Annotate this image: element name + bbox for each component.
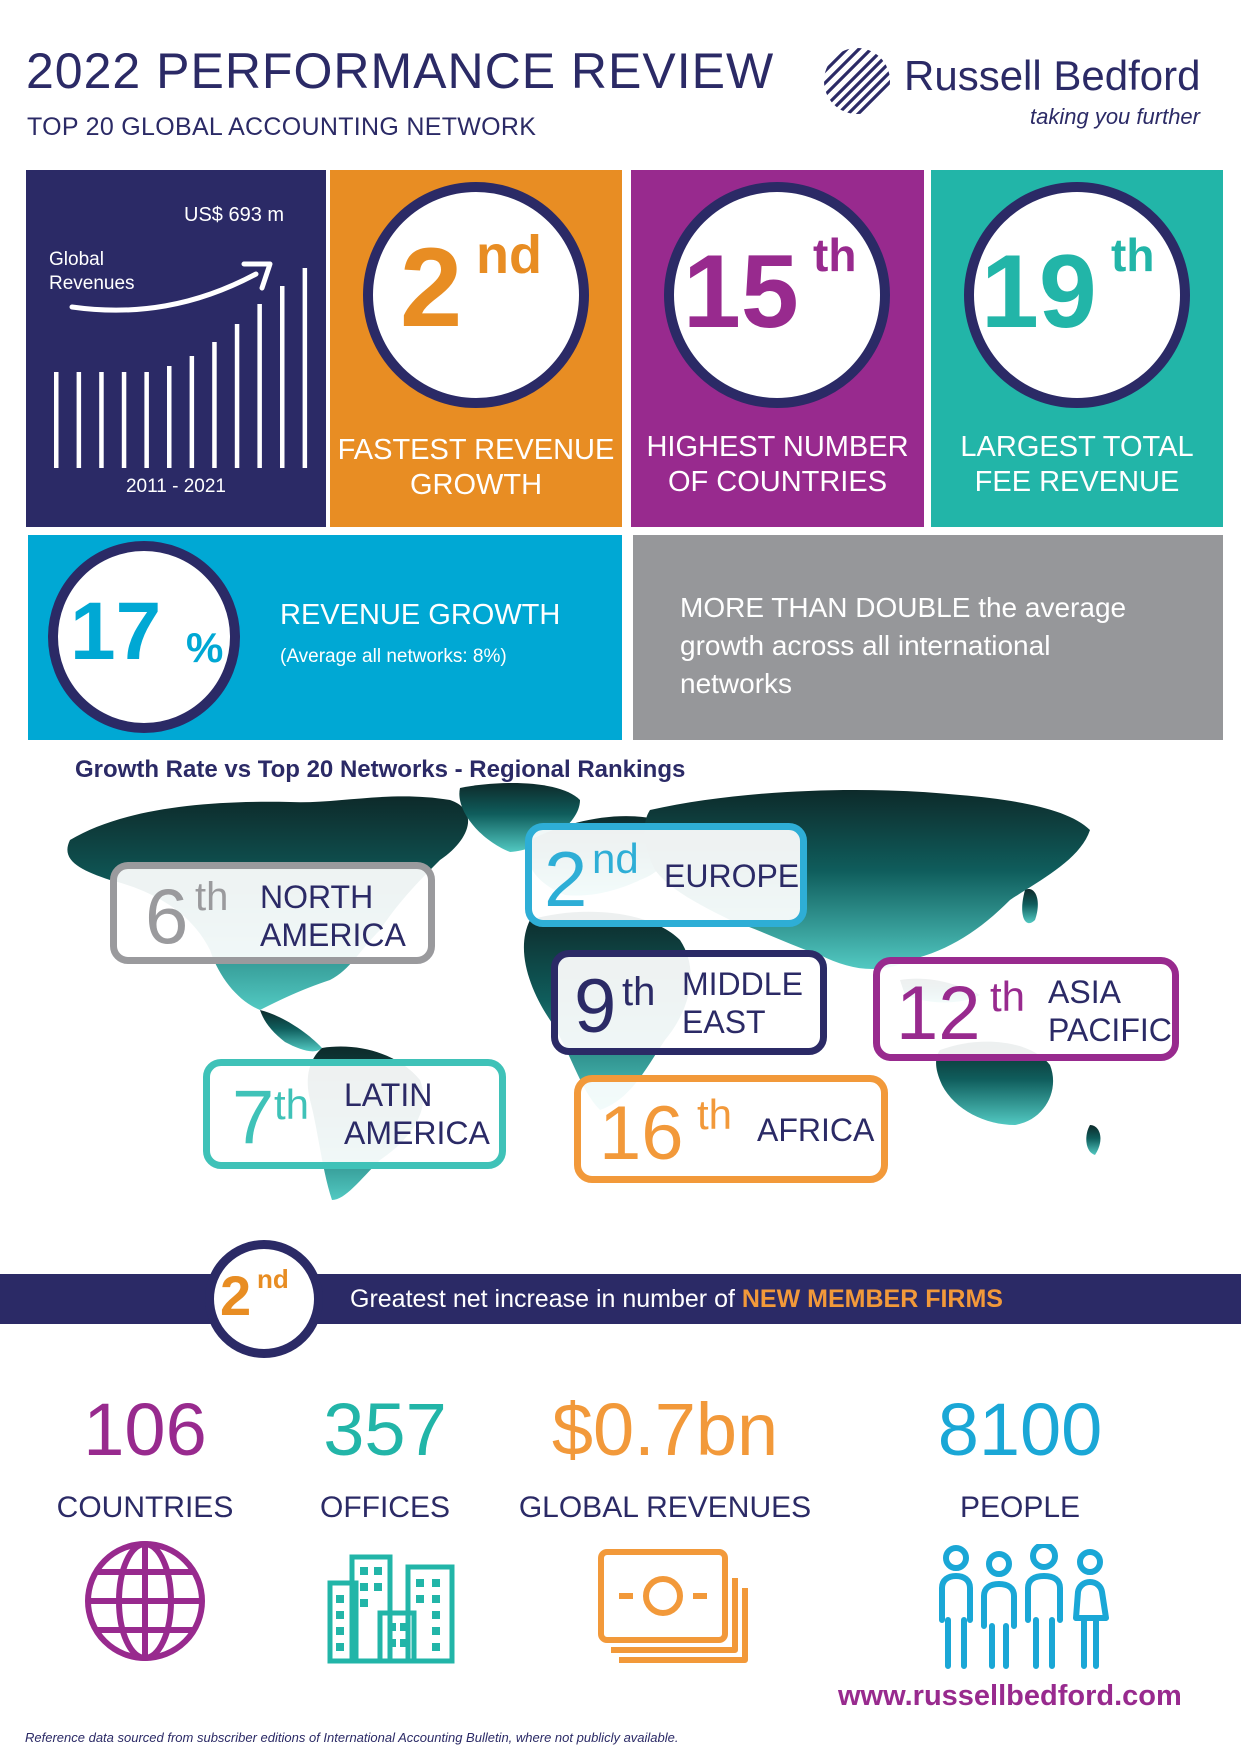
double-line2: growth across all international (680, 630, 1051, 661)
region-rank: 16 (599, 1091, 684, 1176)
globe-icon (82, 1538, 208, 1664)
region-name-line2: AMERICA (260, 917, 406, 953)
region-name (682, 965, 803, 1041)
rank-suffix: th (1111, 229, 1155, 281)
region-rank: 2 (544, 835, 588, 923)
tile-label-line2: GROWTH (409, 469, 543, 501)
growth-percent-value: 17 (70, 586, 162, 677)
russell-bedford-logo-icon (822, 46, 892, 116)
stat-offices-label: OFFICES (319, 1491, 450, 1524)
region-rank-suffix: th (195, 875, 229, 919)
money-icon (597, 1548, 753, 1670)
region-rank-suffix: th (990, 973, 1026, 1020)
region-name: EUROPE (664, 858, 800, 894)
revenue-bar (144, 372, 149, 468)
region-name (344, 1076, 490, 1152)
rank-circle (363, 182, 589, 408)
revenue-bar (54, 372, 59, 468)
page-subtitle: TOP 20 GLOBAL ACCOUNTING NETWORK (27, 113, 537, 141)
tile-label-line1: HIGHEST NUMBER (646, 431, 909, 463)
revenue-label-line2: Revenues (49, 273, 135, 294)
region-name-line1: ASIA (1048, 974, 1121, 1010)
revenue-bar (77, 372, 82, 468)
revenue-label-line1: Global (49, 249, 104, 270)
revenue-period: 2011 - 2021 (125, 476, 226, 497)
region-rank-suffix: nd (592, 835, 639, 882)
region-latin-america (203, 1059, 506, 1169)
tile-label (330, 433, 622, 503)
global-revenues-tile (26, 170, 326, 527)
region-rank: 12 (896, 971, 981, 1056)
region-africa (574, 1075, 888, 1183)
stat-people-label: PEOPLE (959, 1491, 1081, 1524)
banner-rank: 2 (220, 1264, 252, 1327)
stat-countries-label: COUNTRIES (56, 1491, 234, 1524)
revenue-bar-chart (44, 262, 320, 468)
tile-label-line2: OF COUNTRIES (667, 466, 888, 498)
region-name (1048, 973, 1172, 1049)
region-rank: 9 (574, 964, 617, 1049)
double-growth-text (680, 589, 1210, 703)
revenue-growth-note: (Average all networks: 8%) (280, 646, 507, 667)
region-rank: 7 (232, 1075, 275, 1160)
brand-tagline: taking you further (1030, 104, 1200, 129)
revenue-bar (99, 372, 104, 468)
fastest-growth-tile (330, 170, 622, 527)
revenue-bar (212, 342, 217, 468)
rank-number: 15 (683, 234, 799, 350)
double-line3: networks (680, 668, 793, 699)
tile-label-line1: LARGEST TOTAL (960, 431, 1194, 463)
region-name-line2: EAST (682, 1004, 766, 1040)
region-name: AFRICA (757, 1112, 875, 1148)
website-link[interactable]: www.russellbedford.com (838, 1680, 1182, 1712)
double-growth-tile (633, 535, 1223, 740)
stat-countries-value: 106 (83, 1388, 207, 1471)
region-rank-suffix: th (622, 970, 656, 1014)
double-emphasis: MORE THAN DOUBLE (680, 592, 971, 623)
tile-label-line1: FASTEST REVENUE (337, 434, 615, 466)
revenue-bar (303, 268, 308, 468)
revenue-bar (190, 356, 195, 468)
revenue-bar (280, 286, 285, 468)
footnote: Reference data sourced from subscriber editions of International Accounting Bulletin, where not publicly available. (25, 1730, 679, 1745)
banner-text (350, 1285, 1003, 1314)
region-name (260, 878, 406, 954)
banner-text-main: Greatest net increase in number of (350, 1285, 742, 1313)
rank-number: 19 (981, 234, 1097, 350)
region-name-line1: MIDDLE (682, 966, 803, 1002)
region-rank-suffix: th (697, 1091, 733, 1138)
region-rank-suffix: th (274, 1081, 310, 1128)
revenue-growth-tile (28, 535, 622, 740)
page-title: 2022 PERFORMANCE REVIEW (26, 43, 775, 99)
region-middle-east (551, 950, 827, 1055)
rank-suffix: th (813, 229, 857, 281)
people-icon (936, 1544, 1116, 1670)
banner-highlight: NEW MEMBER FIRMS (741, 1285, 1003, 1313)
region-asia-pacific (873, 957, 1179, 1061)
region-name-line1: NORTH (260, 879, 374, 915)
revenue-bar (235, 324, 240, 468)
revenue-bar (167, 366, 172, 468)
region-europe (525, 823, 807, 927)
brand-name: Russell Bedford (904, 52, 1201, 99)
stat-people-value: 8100 (937, 1388, 1103, 1471)
double-rest: the average (970, 592, 1127, 623)
banner-rank-suffix: nd (257, 1264, 289, 1294)
tile-label (631, 430, 924, 500)
growth-percent-sign: % (186, 624, 224, 671)
stat-offices-value: 357 (323, 1388, 447, 1471)
largest-fee-tile (931, 170, 1223, 527)
region-name-line2: AMERICA (344, 1115, 490, 1151)
region-north-america (110, 862, 435, 964)
rank-number: 2 (400, 225, 463, 350)
tile-label (931, 430, 1223, 500)
buildings-icon (326, 1553, 456, 1665)
highest-countries-tile (631, 170, 924, 527)
revenue-bar (257, 304, 262, 468)
region-name-line1: LATIN (344, 1077, 433, 1113)
revenue-value: US$ 693 m (184, 204, 285, 226)
stat-revenue-label: GLOBAL REVENUES (518, 1491, 812, 1524)
stat-revenue-value: $0.7bn (551, 1388, 779, 1471)
rank-suffix: nd (476, 225, 542, 285)
revenue-growth-label: REVENUE GROWTH (280, 599, 561, 631)
region-name-line2: PACIFIC (1048, 1012, 1172, 1048)
region-rank: 6 (145, 872, 189, 960)
tile-label-line2: FEE REVENUE (974, 466, 1180, 498)
revenue-bar (122, 372, 127, 468)
map-title: Growth Rate vs Top 20 Networks - Regional Rankings (75, 756, 686, 783)
